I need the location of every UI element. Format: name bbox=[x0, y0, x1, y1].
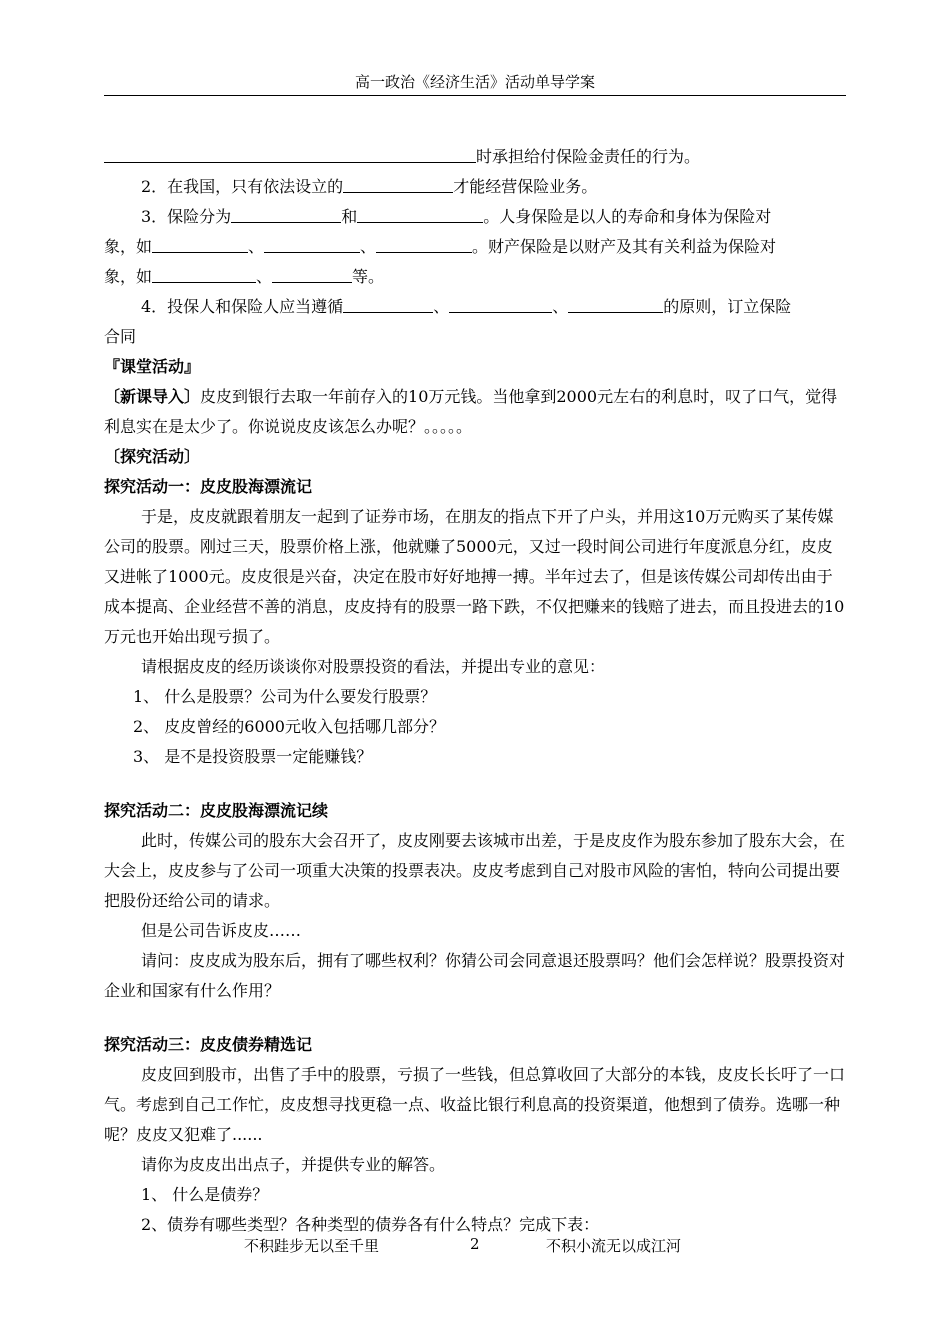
page-number: 2 bbox=[470, 1235, 480, 1253]
fill-line-4: 象，如 、 、 。财产保险是以财产及其有关利益为保险对 bbox=[104, 237, 777, 256]
intro-label: 〔新课导入〕 bbox=[104, 387, 201, 406]
activity-2-line: 但是公司告诉皮皮…… bbox=[141, 921, 302, 940]
footer-left-motto: 不积跬步无以至千里 bbox=[244, 1237, 380, 1255]
spacer bbox=[104, 1006, 846, 1030]
answer-blank[interactable] bbox=[343, 175, 453, 193]
fill-line-1: 时承担给付保险金责任的行为。 bbox=[104, 142, 846, 172]
activity-1-question-2: 2、 皮皮曾经的6000元收入包括哪几部分？ bbox=[133, 717, 445, 736]
activity-1-question-1: 1、 什么是股票？公司为什么要发行股票？ bbox=[133, 687, 437, 706]
page-header: 高一政治《经济生活》活动单导学案 bbox=[354, 73, 595, 91]
answer-blank[interactable] bbox=[231, 205, 341, 223]
activity-1-title: 探究活动一：皮皮股海漂流记 bbox=[104, 477, 313, 496]
activity-3-question-2: 2、债券有哪些类型？各种类型的债券各有什么特点？完成下表： bbox=[141, 1215, 600, 1234]
activity-2-paragraph: 此时，传媒公司的股东大会召开了，皮皮刚要去该城市出差，于是皮皮作为股东参加了股东大会，在大会上，皮皮参与了公司一项重大决策的投票表决。皮皮考虑到自己对股市风险的害怕，特向公司提出要把股份还给公司的请求。 bbox=[104, 831, 846, 910]
class-activity-heading: 『课堂活动』 bbox=[104, 357, 201, 376]
fill-line-3: 3．保险分为 和 。人身保险是以人的寿命和身体为保险对 bbox=[141, 207, 772, 226]
answer-blank[interactable] bbox=[264, 235, 360, 253]
fill-line-7: 合同 bbox=[104, 327, 137, 346]
activity-3-prompt: 请你为皮皮出出点子，并提供专业的解答。 bbox=[141, 1155, 446, 1174]
footer-right-motto: 不积小流无以成江河 bbox=[546, 1237, 682, 1255]
answer-blank[interactable] bbox=[343, 295, 433, 313]
spacer bbox=[104, 772, 846, 796]
document-body bbox=[104, 142, 846, 1240]
fill-line-6: 4．投保人和保险人应当遵循 、 、 的原则，订立保险 bbox=[141, 297, 792, 316]
answer-blank[interactable] bbox=[152, 235, 248, 253]
answer-blank[interactable] bbox=[152, 265, 256, 283]
activity-3-title: 探究活动三：皮皮债券精选记 bbox=[104, 1035, 313, 1054]
answer-blank[interactable] bbox=[376, 235, 472, 253]
answer-blank[interactable] bbox=[449, 295, 552, 313]
header-rule bbox=[104, 95, 846, 96]
answer-blank[interactable] bbox=[568, 295, 663, 313]
activity-2-question: 请问：皮皮成为股东后，拥有了哪些权利？你猜公司会同意退还股票吗？他们会怎样说？股票投资对企业和国家有什么作用？ bbox=[104, 951, 846, 1000]
fill-line-5: 象，如 、 等。 bbox=[104, 267, 385, 286]
explore-label: 〔探究活动〕 bbox=[104, 447, 201, 466]
activity-1-question-3: 3、 是不是投资股票一定能赚钱？ bbox=[133, 747, 373, 766]
activity-1-paragraph: 于是，皮皮就跟着朋友一起到了证券市场，在朋友的指点下开了户头，并用这10万元购买了某传媒公司的股票。刚过三天，股票价格上涨，他就赚了5000元，又过一段时间公司进行年度派息分红，皮皮又进帐了1000元。皮皮很是兴奋，决定在股市好好地搏一搏。半年过去了，但是该传媒公司却传出由于成本提高、企业经营不善的消息，皮皮持有的股票一路下跌，不仅把赚来的钱赔了进去，而且投进去的10万元也开始出现亏损了。 bbox=[104, 507, 845, 646]
activity-2-title: 探究活动二：皮皮股海漂流记续 bbox=[104, 801, 329, 820]
answer-blank[interactable] bbox=[357, 205, 483, 223]
activity-3-paragraph: 皮皮回到股市，出售了手中的股票，亏损了一些钱，但总算收回了大部分的本钱，皮皮长长吁了一口气。考虑到自己工作忙，皮皮想寻找更稳一点、收益比银行利息高的投资渠道，他想到了债券。选哪一种呢？皮皮又犯难了...... bbox=[104, 1065, 846, 1144]
intro-paragraph: 〔新课导入〕皮皮到银行去取一年前存入的10万元钱。当他拿到2000元左右的利息时，叹了口气，觉得利息实在是太少了。你说说皮皮该怎么办呢？。。。。。 bbox=[104, 387, 838, 436]
activity-3-question-1: 1、 什么是债券？ bbox=[141, 1185, 269, 1204]
answer-blank[interactable] bbox=[272, 265, 352, 283]
activity-1-prompt: 请根据皮皮的经历谈谈你对股票投资的看法，并提出专业的意见： bbox=[141, 657, 606, 676]
fill-line-2: 2．在我国，只有依法设立的 才能经营保险业务。 bbox=[141, 177, 598, 196]
answer-blank[interactable] bbox=[104, 145, 476, 163]
